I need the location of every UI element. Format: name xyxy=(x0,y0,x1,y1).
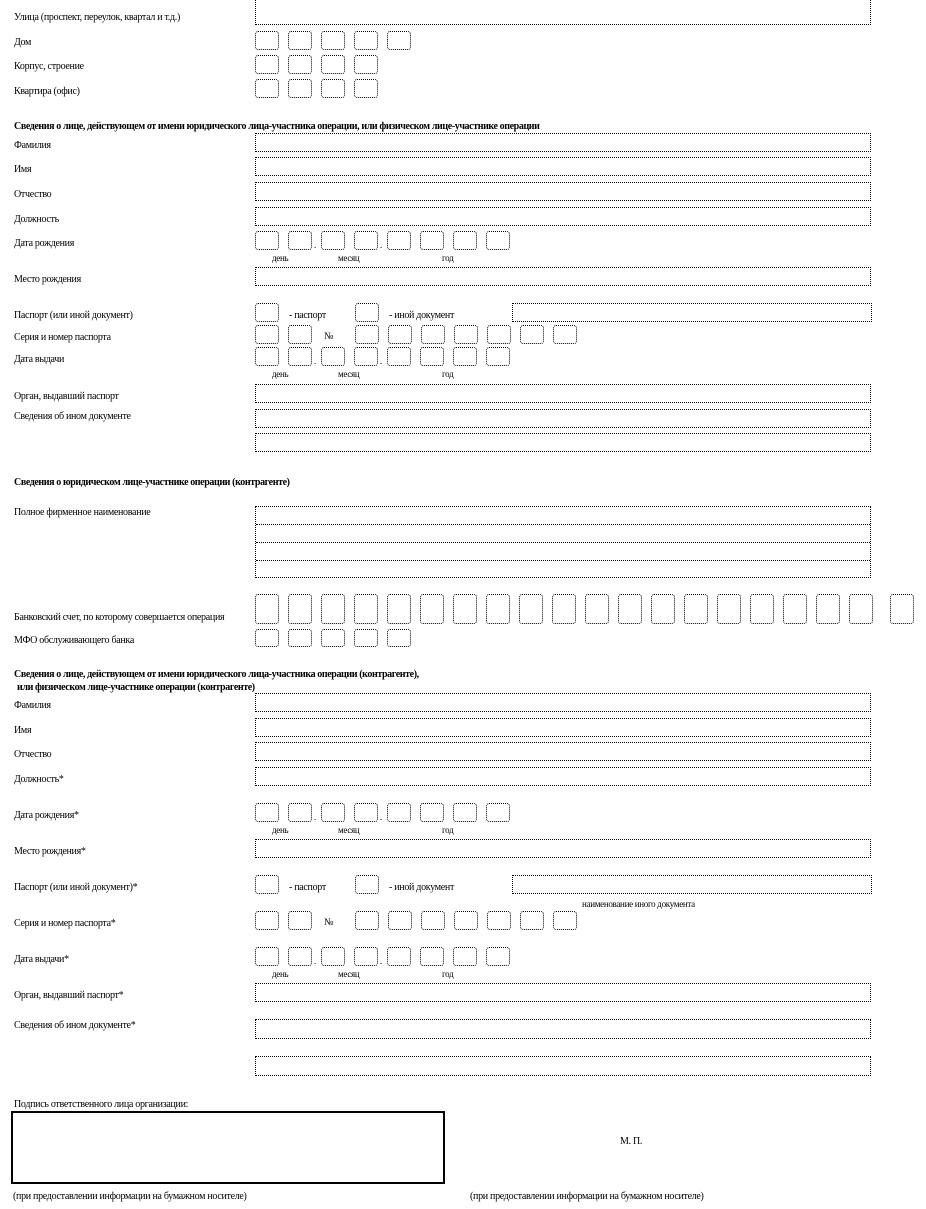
date-separator: . xyxy=(380,812,383,822)
rep-passport-checkbox[interactable] xyxy=(255,303,279,322)
char-box[interactable] xyxy=(552,594,576,624)
char-box[interactable] xyxy=(585,594,609,624)
paper-note-right: (при предоставлении информации на бумажном носителе) xyxy=(470,1191,704,1202)
cp-full-name-input[interactable] xyxy=(255,506,871,578)
char-box[interactable] xyxy=(288,629,312,647)
char-box[interactable] xyxy=(783,594,807,624)
rep-birth-place-label: Место рождения xyxy=(14,274,81,285)
rep-name-input[interactable] xyxy=(255,157,871,176)
cp-rep-birth-year-caption: год xyxy=(442,825,454,835)
rep-issue-month-caption: месяц xyxy=(338,369,360,379)
street-label: Улица (проспект, переулок, квартал и т.д.) xyxy=(14,12,181,23)
date-separator: . xyxy=(314,240,317,250)
char-box[interactable] xyxy=(486,594,510,624)
signature-label: Подпись ответственного лица организации: xyxy=(14,1099,189,1110)
char-box[interactable] xyxy=(651,594,675,624)
char-box[interactable] xyxy=(255,629,279,647)
char-box[interactable] xyxy=(321,31,345,50)
cp-rep-patronymic-input[interactable] xyxy=(255,742,871,761)
cp-rep-issue-year-caption: год xyxy=(442,969,454,979)
char-box[interactable] xyxy=(890,594,914,624)
char-box[interactable] xyxy=(255,79,279,98)
date-separator: . xyxy=(314,812,317,822)
rep-position-input[interactable] xyxy=(255,207,871,226)
char-box[interactable] xyxy=(288,325,312,344)
char-box[interactable] xyxy=(288,231,312,250)
char-box[interactable] xyxy=(354,629,378,647)
char-box[interactable] xyxy=(387,231,411,250)
char-box[interactable] xyxy=(453,347,477,366)
rep-other-doc-option-label: - иной документ xyxy=(389,310,455,321)
rep-other-doc-name-input[interactable] xyxy=(512,303,872,322)
cp-rep-issuer-input[interactable] xyxy=(255,983,871,1002)
char-box[interactable] xyxy=(354,231,378,250)
cp-mfo-label: МФО обслуживающего банка xyxy=(14,635,134,646)
char-box[interactable] xyxy=(487,325,511,344)
rep-other-doc-info-input-2[interactable] xyxy=(255,433,871,452)
rep-passport-number-label: Серия и номер паспорта xyxy=(14,332,111,343)
cp-full-name-line xyxy=(256,524,870,525)
char-box[interactable] xyxy=(354,55,378,74)
cp-rep-patronymic-label: Отчество xyxy=(14,749,52,760)
signature-box[interactable] xyxy=(11,1111,445,1184)
cp-rep-passport-number-label: Серия и номер паспорта* xyxy=(14,918,116,929)
cp-rep-birth-place-input[interactable] xyxy=(255,839,871,858)
rep-number-sign: № xyxy=(324,331,334,342)
cp-rep-heading-line1: Сведения о лице, действующем от имени юридического лица-участника операции (контрагенте), xyxy=(14,669,419,680)
char-box[interactable] xyxy=(288,347,312,366)
rep-issue-day-caption: день xyxy=(272,369,289,379)
char-box[interactable] xyxy=(816,594,840,624)
char-box[interactable] xyxy=(520,911,544,930)
char-box[interactable] xyxy=(321,231,345,250)
char-box[interactable] xyxy=(454,911,478,930)
cp-full-name-line xyxy=(256,542,870,543)
cp-rep-issue-date-label: Дата выдачи* xyxy=(14,954,69,965)
char-box[interactable] xyxy=(321,594,345,624)
representative-heading: Сведения о лице, действующем от имени юридического лица-участника операции, или физическом лице-участнике операции xyxy=(14,121,540,132)
date-separator: . xyxy=(314,356,317,366)
rep-other-doc-info-label: Сведения об ином документе xyxy=(14,411,131,422)
date-separator: . xyxy=(380,356,383,366)
char-box[interactable] xyxy=(421,911,445,930)
cp-rep-other-doc-info-label: Сведения об ином документе* xyxy=(14,1020,136,1031)
cp-rep-other-doc-info-input-2[interactable] xyxy=(255,1056,871,1076)
char-box[interactable] xyxy=(255,55,279,74)
char-box[interactable] xyxy=(420,231,444,250)
char-box[interactable] xyxy=(321,803,345,822)
cp-rep-position-input[interactable] xyxy=(255,767,871,786)
char-box[interactable] xyxy=(420,947,444,966)
char-box[interactable] xyxy=(453,947,477,966)
char-box[interactable] xyxy=(388,911,412,930)
char-box[interactable] xyxy=(288,55,312,74)
char-box[interactable] xyxy=(486,947,510,966)
rep-issue-year-caption: год xyxy=(442,369,454,379)
char-box[interactable] xyxy=(354,947,378,966)
cp-rep-heading-line2: или физическом лице-участнике операции (контрагенте) xyxy=(17,682,255,693)
cp-rep-issuer-label: Орган, выдавший паспорт* xyxy=(14,990,124,1001)
char-box[interactable] xyxy=(255,31,279,50)
char-box[interactable] xyxy=(321,629,345,647)
rep-issuer-label: Орган, выдавший паспорт xyxy=(14,391,119,402)
cp-rep-other-doc-checkbox[interactable] xyxy=(355,875,379,894)
char-box[interactable] xyxy=(255,803,279,822)
rep-other-doc-checkbox[interactable] xyxy=(355,303,379,322)
rep-surname-input[interactable] xyxy=(255,133,871,152)
char-box[interactable] xyxy=(321,55,345,74)
rep-name-label: Имя xyxy=(14,164,32,175)
char-box[interactable] xyxy=(255,231,279,250)
rep-position-label: Должность xyxy=(14,214,59,225)
char-box[interactable] xyxy=(255,947,279,966)
cp-rep-passport-checkbox[interactable] xyxy=(255,875,279,894)
char-box[interactable] xyxy=(288,947,312,966)
char-box[interactable] xyxy=(321,79,345,98)
rep-passport-option-label: - паспорт xyxy=(289,310,326,321)
char-box[interactable] xyxy=(387,803,411,822)
cp-rep-issue-day-caption: день xyxy=(272,969,289,979)
rep-issue-date-label: Дата выдачи xyxy=(14,354,65,365)
char-box[interactable] xyxy=(420,594,444,624)
char-box[interactable] xyxy=(553,911,577,930)
rep-birth-month-caption: месяц xyxy=(338,253,360,263)
cp-rep-birth-date-label: Дата рождения* xyxy=(14,810,79,821)
char-box[interactable] xyxy=(421,325,445,344)
cp-rep-name-label: Имя xyxy=(14,725,32,736)
char-box[interactable] xyxy=(387,347,411,366)
cp-rep-issue-month-caption: месяц xyxy=(338,969,360,979)
counterparty-heading: Сведения о юридическом лице-участнике операции (контрагенте) xyxy=(14,477,290,488)
char-box[interactable] xyxy=(388,325,412,344)
street-input[interactable] xyxy=(255,0,871,25)
char-box[interactable] xyxy=(354,79,378,98)
char-box[interactable] xyxy=(420,803,444,822)
rep-passport-type-label: Паспорт (или иной документ) xyxy=(14,310,133,321)
char-box[interactable] xyxy=(255,347,279,366)
cp-rep-birth-place-label: Место рождения* xyxy=(14,846,86,857)
char-box[interactable] xyxy=(288,911,312,930)
rep-birth-date-label: Дата рождения xyxy=(14,238,75,249)
char-box[interactable] xyxy=(454,325,478,344)
rep-surname-label: Фамилия xyxy=(14,140,51,151)
cp-rep-birth-day-caption: день xyxy=(272,825,289,835)
cp-rep-other-doc-info-input-1[interactable] xyxy=(255,1019,871,1039)
char-box[interactable] xyxy=(387,629,411,647)
char-box[interactable] xyxy=(486,231,510,250)
char-box[interactable] xyxy=(288,803,312,822)
cp-full-name-label: Полное фирменное наименование xyxy=(14,507,151,518)
char-box[interactable] xyxy=(387,947,411,966)
rep-birth-place-input[interactable] xyxy=(255,267,871,286)
cp-rep-other-doc-name-caption: наименование иного документа xyxy=(582,899,695,909)
cp-rep-surname-label: Фамилия xyxy=(14,700,51,711)
char-box[interactable] xyxy=(453,594,477,624)
cp-rep-surname-input[interactable] xyxy=(255,693,871,712)
rep-birth-year-caption: год xyxy=(442,253,454,263)
rep-patronymic-label: Отчество xyxy=(14,189,52,200)
char-box[interactable] xyxy=(288,594,312,624)
char-box[interactable] xyxy=(717,594,741,624)
cp-rep-birth-month-caption: месяц xyxy=(338,825,360,835)
apartment-label: Квартира (офис) xyxy=(14,86,80,97)
cp-rep-passport-option-label: - паспорт xyxy=(289,882,326,893)
rep-other-doc-info-input-1[interactable] xyxy=(255,409,871,428)
char-box[interactable] xyxy=(255,594,279,624)
cp-rep-number-sign: № xyxy=(324,917,334,928)
house-label: Дом xyxy=(14,37,32,48)
cp-full-name-line xyxy=(256,560,870,561)
char-box[interactable] xyxy=(354,347,378,366)
cp-rep-position-label: Должность* xyxy=(14,774,64,785)
char-box[interactable] xyxy=(354,31,378,50)
char-box[interactable] xyxy=(553,325,577,344)
date-separator: . xyxy=(380,956,383,966)
char-box[interactable] xyxy=(849,594,873,624)
char-box[interactable] xyxy=(420,347,444,366)
char-box[interactable] xyxy=(387,594,411,624)
char-box[interactable] xyxy=(255,911,279,930)
date-separator: . xyxy=(314,956,317,966)
char-box[interactable] xyxy=(750,594,774,624)
char-box[interactable] xyxy=(321,947,345,966)
cp-rep-other-doc-option-label: - иной документ xyxy=(389,882,455,893)
char-box[interactable] xyxy=(486,803,510,822)
char-box[interactable] xyxy=(354,803,378,822)
char-box[interactable] xyxy=(321,347,345,366)
char-box[interactable] xyxy=(618,594,642,624)
paper-note-left: (при предоставлении информации на бумажном носителе) xyxy=(13,1191,247,1202)
char-box[interactable] xyxy=(453,231,477,250)
date-separator: . xyxy=(380,240,383,250)
char-box[interactable] xyxy=(255,325,279,344)
char-box[interactable] xyxy=(387,31,411,50)
cp-bank-account-label: Банковский счет, по которому совершается операция xyxy=(14,612,225,623)
char-box[interactable] xyxy=(288,79,312,98)
char-box[interactable] xyxy=(519,594,543,624)
char-box[interactable] xyxy=(520,325,544,344)
char-box[interactable] xyxy=(355,911,379,930)
char-box[interactable] xyxy=(354,594,378,624)
stamp-label: М. П. xyxy=(620,1136,643,1147)
char-box[interactable] xyxy=(288,31,312,50)
rep-birth-day-caption: день xyxy=(272,253,289,263)
char-box[interactable] xyxy=(486,347,510,366)
building-label: Корпус, строение xyxy=(14,61,84,72)
char-box[interactable] xyxy=(684,594,708,624)
char-box[interactable] xyxy=(355,325,379,344)
cp-rep-name-input[interactable] xyxy=(255,718,871,737)
cp-rep-other-doc-name-input[interactable] xyxy=(512,875,872,894)
cp-rep-passport-type-label: Паспорт (или иной документ)* xyxy=(14,882,138,893)
char-box[interactable] xyxy=(453,803,477,822)
rep-patronymic-input[interactable] xyxy=(255,182,871,201)
rep-issuer-input[interactable] xyxy=(255,384,871,403)
char-box[interactable] xyxy=(487,911,511,930)
